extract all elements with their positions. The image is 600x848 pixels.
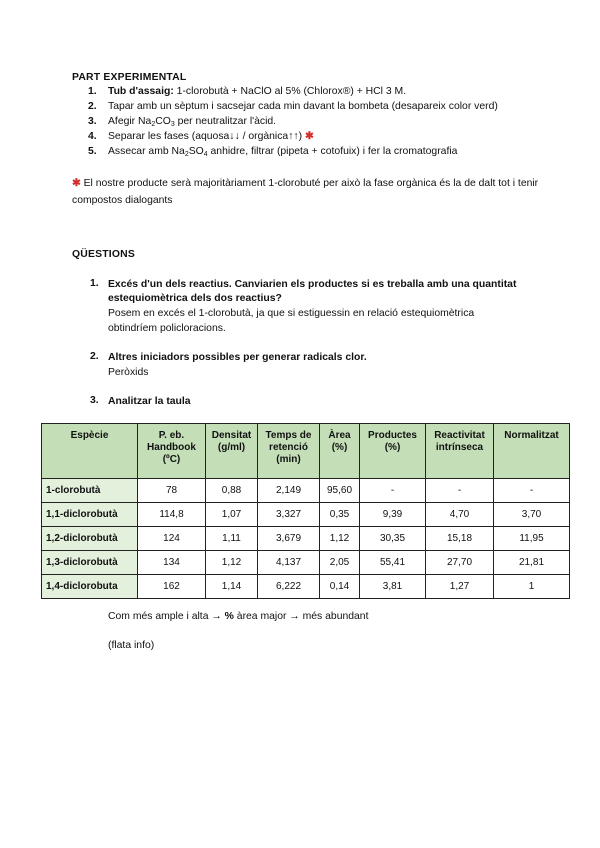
asterisk-icon: ✱ xyxy=(304,131,314,142)
procedure-step xyxy=(72,129,552,144)
subscript: 4 xyxy=(203,151,208,158)
results-table xyxy=(41,423,570,599)
table-cell: 4,137 xyxy=(258,551,320,575)
question-number: 2. xyxy=(90,351,99,362)
table-cell: 1,11 xyxy=(206,527,258,551)
answer-text: Posem en excés el 1-clorobutà, ja que si estiguessin en relació estequiomètrica obtindríem policloracions. xyxy=(108,308,475,334)
step-text: Tapar amb un sèptum i sacsejar cada min davant la bombeta (desapareix color verd) xyxy=(108,101,498,112)
table-cell: 15,18 xyxy=(426,527,494,551)
procedure-step xyxy=(72,144,552,159)
table-cell: 95,60 xyxy=(320,479,360,503)
column-header: P. eb. Handbook (ºC) xyxy=(138,424,206,479)
question-text: Excés d'un dels reactius. Canviarien els productes si es treballa amb una quantitat estequiomètrica dels dos reactius? xyxy=(108,279,517,304)
table-cell: - xyxy=(494,479,570,503)
step-number: 5. xyxy=(88,146,97,157)
question-item xyxy=(90,278,520,336)
comment-text-pre: Com més ample i alta → xyxy=(108,611,225,622)
table-row xyxy=(42,551,570,575)
column-header: Normalitzat xyxy=(494,424,570,479)
column-header: Productes (%) xyxy=(360,424,426,479)
column-header: Àrea (%) xyxy=(320,424,360,479)
table-row xyxy=(42,527,570,551)
table-cell: 2,149 xyxy=(258,479,320,503)
formula-part: CO xyxy=(155,116,171,127)
question-text: Analitzar la taula xyxy=(108,396,191,407)
table-cell: 3,70 xyxy=(494,503,570,527)
table-cell: 3,81 xyxy=(360,575,426,599)
step-text: 1-clorobutà + NaClO al 5% (Chlorox®) + HCl 3 M. xyxy=(173,86,407,97)
note-paragraph xyxy=(72,175,542,209)
table-cell: 6,222 xyxy=(258,575,320,599)
formula-part: SO xyxy=(188,146,204,157)
table-cell: 1,14 xyxy=(206,575,258,599)
comment-text-post: àrea major → més abundant xyxy=(233,611,369,622)
table-cell: 3,679 xyxy=(258,527,320,551)
question-number: 3. xyxy=(90,395,99,406)
table-cell: 55,41 xyxy=(360,551,426,575)
table-cell-species: 1,1-diclorobutà xyxy=(42,503,138,527)
table-cell: 11,95 xyxy=(494,527,570,551)
procedure-list xyxy=(72,84,552,159)
table-cell-species: 1,2-diclorobutà xyxy=(42,527,138,551)
step-bold-label: Tub d'assaig: xyxy=(108,86,174,97)
subscript: 2 xyxy=(151,121,156,128)
step-text-pre: Afegir Na xyxy=(108,116,152,127)
table-cell: 21,81 xyxy=(494,551,570,575)
procedure-step xyxy=(72,114,552,129)
note-text: El nostre producte serà majoritàriament 1-clorobuté per això la fase orgànica és la de dalt tot i tenir compostos dialogants xyxy=(72,178,539,206)
table-cell: 0,14 xyxy=(320,575,360,599)
table-cell-species: 1,3-diclorobutà xyxy=(42,551,138,575)
table-cell: 114,8 xyxy=(138,503,206,527)
table-row xyxy=(42,503,570,527)
table-cell: 3,327 xyxy=(258,503,320,527)
step-text: Separar les fases (aquosa↓↓ / orgànica↑↑) xyxy=(108,131,303,142)
question-number: 1. xyxy=(90,278,99,289)
table-cell: - xyxy=(426,479,494,503)
comment-bold: % xyxy=(224,611,234,622)
column-header: Densitat (g/ml) xyxy=(206,424,258,479)
table-header-row xyxy=(42,424,570,479)
table-cell: 162 xyxy=(138,575,206,599)
table-cell: 78 xyxy=(138,479,206,503)
step-text-pre: Assecar amb Na xyxy=(108,146,185,157)
step-text-post: per neutralitzar l'àcid. xyxy=(174,116,277,127)
table-cell: 0,35 xyxy=(320,503,360,527)
step-number: 1. xyxy=(88,86,97,97)
table-cell: 1 xyxy=(494,575,570,599)
step-number: 4. xyxy=(88,131,97,142)
table-cell: - xyxy=(360,479,426,503)
step-number: 2. xyxy=(88,101,97,112)
procedure-step xyxy=(72,99,552,114)
column-header: Reactivitat intrínseca xyxy=(426,424,494,479)
step-number: 3. xyxy=(88,116,97,127)
column-header: Temps de retenció (min) xyxy=(258,424,320,479)
column-header: Espècie xyxy=(42,424,138,479)
procedure-step xyxy=(72,84,552,99)
section-title-questions: QÜESTIONS xyxy=(72,249,135,260)
table-cell-species: 1-clorobutà xyxy=(42,479,138,503)
asterisk-icon: ✱ xyxy=(72,178,81,189)
table-cell: 4,70 xyxy=(426,503,494,527)
table-cell: 134 xyxy=(138,551,206,575)
table-cell: 30,35 xyxy=(360,527,426,551)
table-comment xyxy=(108,611,368,622)
step-text-post: anhidre, filtrar (pipeta + cotofuix) i fer la cromatografia xyxy=(207,146,458,157)
table-cell: 1,27 xyxy=(426,575,494,599)
table-cell: 1,12 xyxy=(206,551,258,575)
subscript: 2 xyxy=(184,151,189,158)
table-cell-species: 1,4-diclorobuta xyxy=(42,575,138,599)
table-cell: 2,05 xyxy=(320,551,360,575)
answer-text: Peròxids xyxy=(108,367,149,378)
question-item xyxy=(90,351,520,380)
question-text: Altres iniciadors possibles per generar radicals clor. xyxy=(108,352,367,363)
subscript: 3 xyxy=(170,121,175,128)
table-row xyxy=(42,479,570,503)
table-cell: 124 xyxy=(138,527,206,551)
table-cell: 0,88 xyxy=(206,479,258,503)
question-item xyxy=(90,395,520,409)
table-cell: 1,07 xyxy=(206,503,258,527)
table-cell: 27,70 xyxy=(426,551,494,575)
table-cell: 9,39 xyxy=(360,503,426,527)
section-title-experimental: PART EXPERIMENTAL xyxy=(72,72,187,83)
table-row xyxy=(42,575,570,599)
missing-info-note: (flata info) xyxy=(108,640,155,651)
table-cell: 1,12 xyxy=(320,527,360,551)
